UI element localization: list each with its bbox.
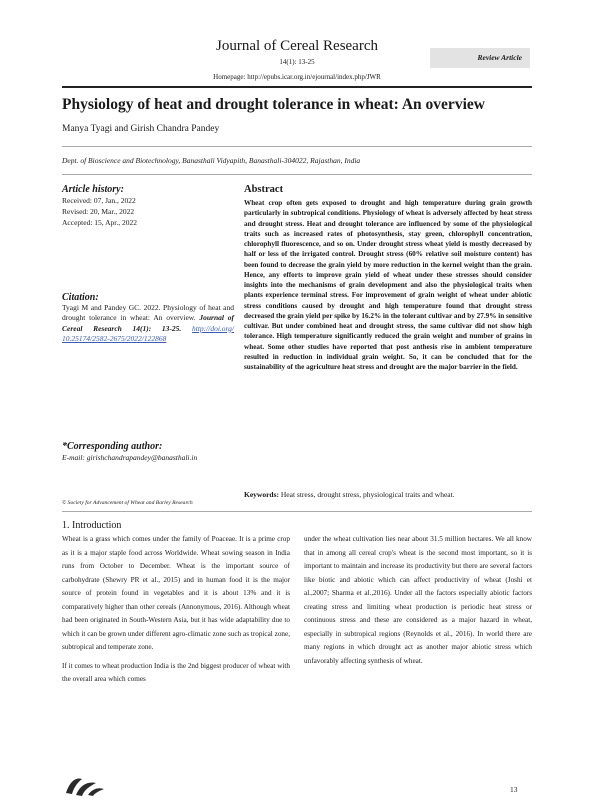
received-date: Received: 07, Jan., 2022 xyxy=(62,196,136,205)
intro-column-left xyxy=(62,533,290,692)
body-divider xyxy=(62,511,532,512)
affiliation-divider xyxy=(62,174,532,175)
corresponding-heading: *Corresponding author: xyxy=(62,441,163,452)
page-number: 13 xyxy=(510,785,518,794)
citation-text xyxy=(62,303,234,344)
affiliation: Dept. of Bioscience and Biotechnology, Banasthali Vidyapith, Banasthali-304022, Rajasthan, India xyxy=(62,156,361,165)
citation-block xyxy=(62,292,234,344)
intro-column-right xyxy=(304,533,532,673)
intro-paragraph: If it comes to wheat production India is the 2nd biggest producer of wheat with the overall area which comes xyxy=(62,661,290,684)
history-heading: Article history: xyxy=(62,184,124,195)
abstract-heading: Abstract xyxy=(244,184,284,195)
revised-date: Revised: 20, Mar., 2022 xyxy=(62,207,135,216)
journal-homepage[interactable]: Homepage: http://epubs.icar.org.in/ejournal/index.php/JWR xyxy=(213,73,381,81)
citation-doi-link[interactable]: http://doi.org/ 10.25174/2582-2675/2022/122868 xyxy=(62,323,235,343)
article-type-badge: Review Article xyxy=(430,48,530,68)
corresponding-author-block xyxy=(62,441,234,463)
wheat-logo-icon xyxy=(62,773,107,797)
keywords-label: Keywords: xyxy=(244,490,279,499)
keywords-list: Heat stress, drought stress, physiological traits and wheat. xyxy=(280,490,455,499)
abstract-text: Wheat crop often gets exposed to drought and high temperature during grain growth particularly in subtropical conditions. Physiology of wheat is adversely affected by heat stress and drought stress. Heat and drought tolerance are influenced by some of the physiological traits such as increased rates of photosynthesis, stay green, chlorophyll concentration, chlorophyll fluorescence, and so on. Under drought stress wheat yield is mostly decreased by half or less of the irrigated control. Drought stress (60% relative soil moisture content) has been found to decrease the grain yield by more reduction in the kernel weight than the grain. Hence, any efforts to improve grain yield of wheat under these stresses should consider insights into the mechanisms of grain development and also the physiological traits when plants experience terminal stress. For improvement of grain weight of wheat under abiotic stress conditions caused by drought and high temperature found that drought stress decreased the grain yield per spike by 16.2% in the tolerant cultivar and by 27.9% in sensitive cultivar. But under combined heat and drought stress, the same cultivar did not show high tolerance. High temperature significantly reduced the grain weight and number of grains in wheat. Some other studies have reported that post anthesis rise in ambient temperature resulted in reduction in individual grain weight. So, it can be concluded that for the sustainability of the agriculture heat stress and drought are the major barrier in the field. xyxy=(244,199,532,371)
author-email[interactable]: E-mail: girishchandrapandey@banasthali.in xyxy=(62,453,198,462)
article-history xyxy=(62,184,234,228)
citation-body: Tyagi M and Pandey GC. 2022. Physiology of heat and drought tolerance in wheat: An overview. xyxy=(62,303,234,323)
citation-heading: Citation: xyxy=(62,292,99,303)
paper-authors: Manya Tyagi and Girish Chandra Pandey xyxy=(62,124,220,134)
accepted-date: Accepted: 15, Apr., 2022 xyxy=(62,218,137,227)
section-heading-introduction: 1. Introduction xyxy=(62,520,122,531)
journal-issue: 14(1): 13-25 xyxy=(279,58,315,66)
intro-paragraph: Wheat is a grass which comes under the family of Poaceae. It is a prime crop as it is a major staple food across Worldwide. Wheat sowing season in India runs from October to December. Wheat is the important source of carbohydrate (Shewry PR et al., 2015) and in human food it is the major source of protein found in vegetables and it is about 13% and it is comparatively higher than other cereals (Annonymous, 2016). Although wheat had been originated in South-Western Asia, but it has wide adaptability due to which it can be grown under different agro-climatic zone such as tropical zone, subtropical and temperate zone. xyxy=(62,535,290,652)
keywords xyxy=(244,490,532,499)
title-divider xyxy=(62,146,532,147)
citation-journal: Journal of Cereal Research 14(1): 13-25. xyxy=(62,313,234,333)
intro-paragraph: under the wheat cultivation lies near about 31.5 million hectares. We all know that in among all cereal crop's wheat is the second most important, so it is important to maintain and increase its productivity but there are several factors like biotic and abiotic which can affect productivity of wheat (Joshi et al.,2007; Sharma et al.,2016). Under all the factors especially abiotic factors creating stress and limiting wheat production is periodic heat stress or continuous stress and these are considered as a major hazard in wheat, especially in subtropical regions (Reynolds et al., 2016). In world there are many regions in which drought act as another major abiotic stress which unfavorably affecting synthesis of wheat. xyxy=(304,535,532,665)
journal-title: Journal of Cereal Research xyxy=(215,38,378,54)
society-copyright: © Society for Advancement of Wheat and Barley Research xyxy=(62,500,193,506)
paper-title: Physiology of heat and drought tolerance in wheat: An overview xyxy=(62,96,485,113)
header-divider xyxy=(62,86,532,88)
